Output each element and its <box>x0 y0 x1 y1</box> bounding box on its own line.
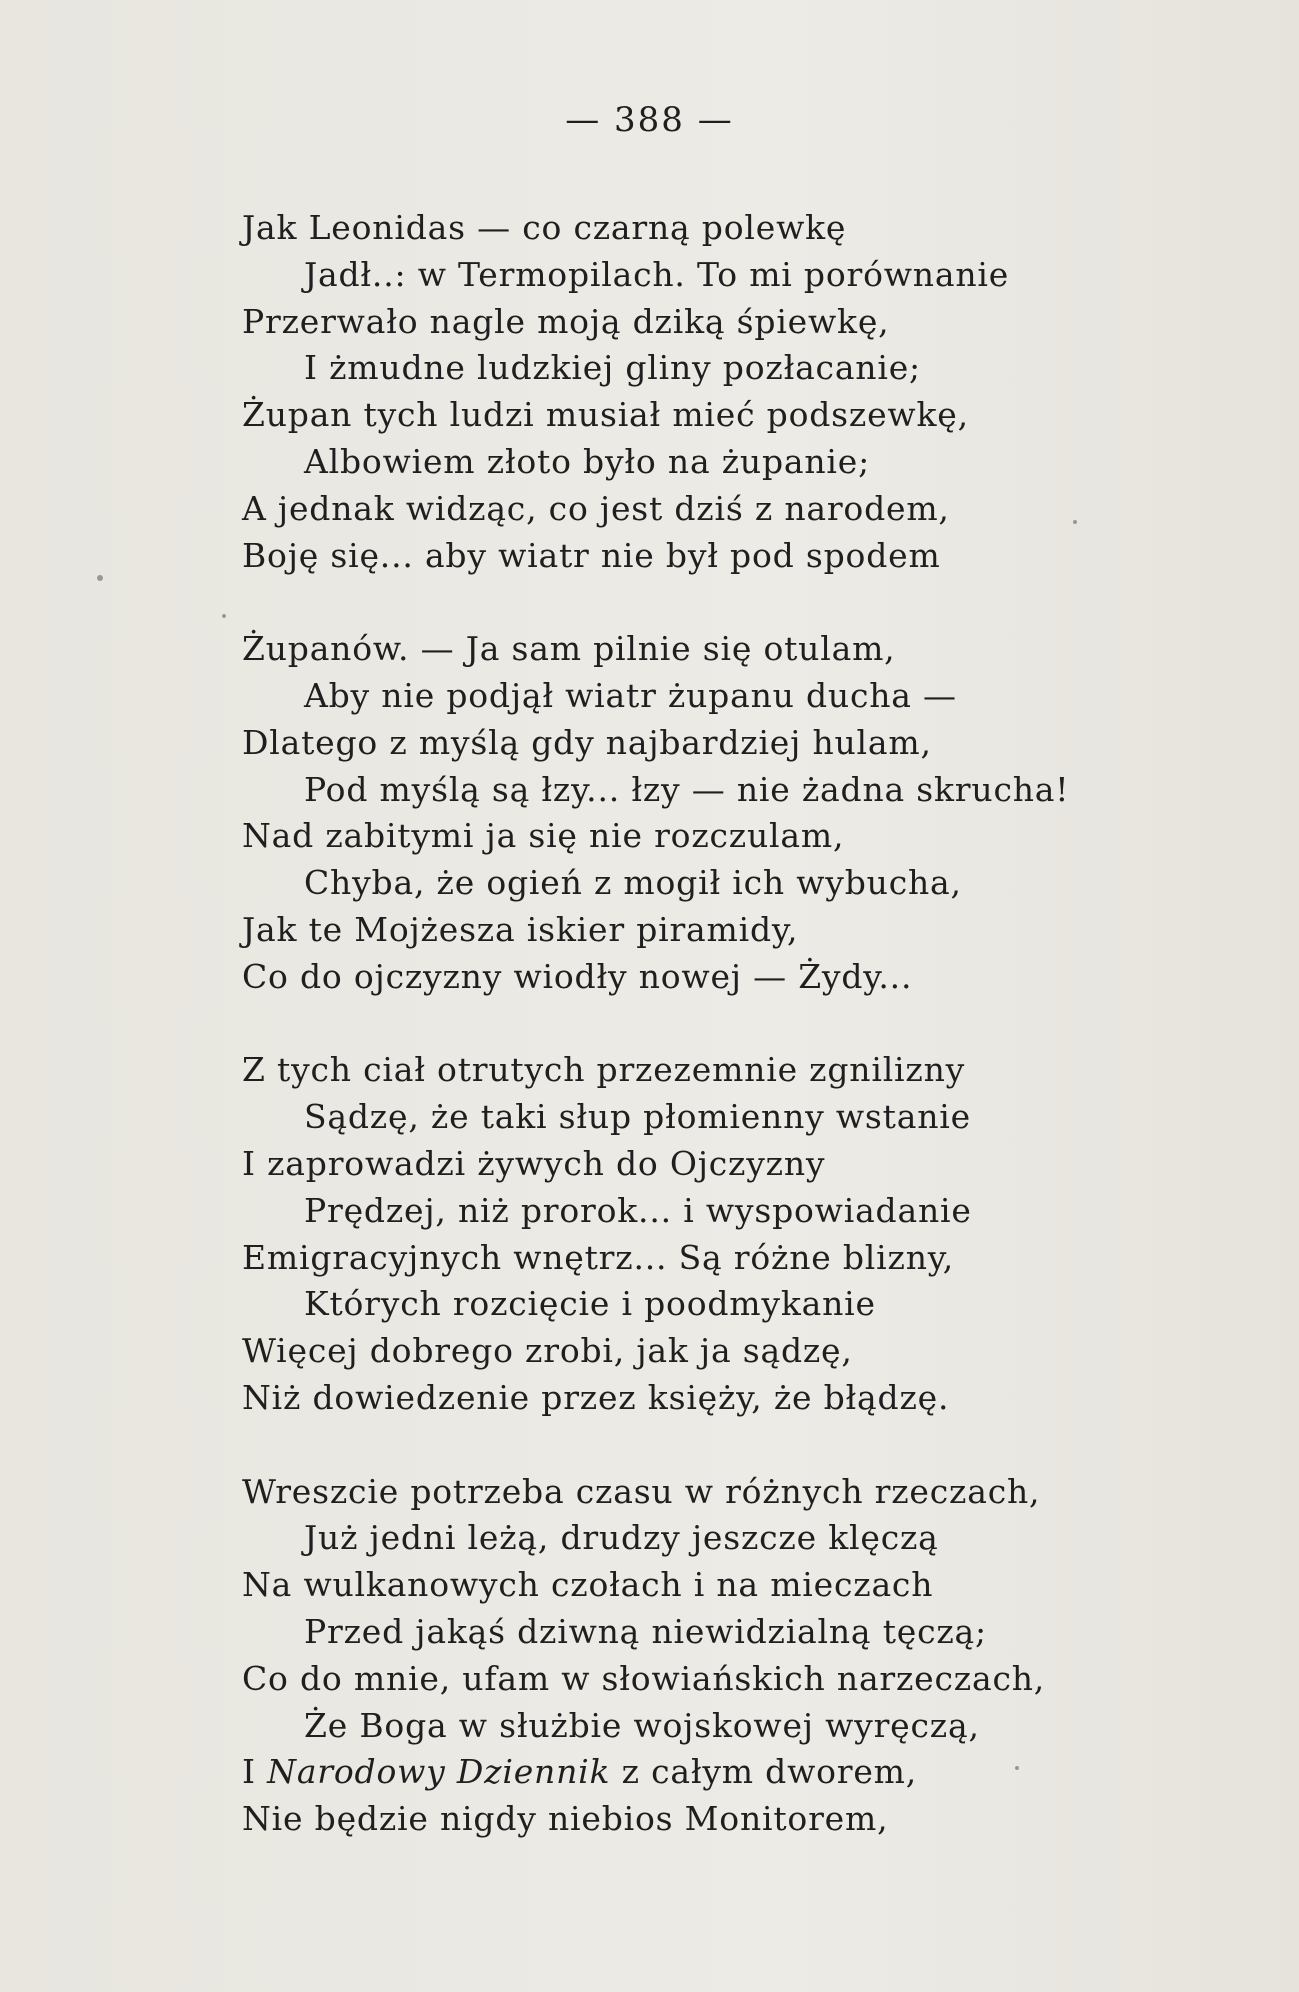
poem-line: Już jedni leżą, drudzy jeszcze klęczą <box>304 1518 939 1558</box>
italic-title: Narodowy Dziennik <box>267 1752 611 1792</box>
poem-line: I żmudne ludzkiej gliny pozłacanie; <box>304 348 921 388</box>
poem-line: Co do mnie, ufam w słowiańskich narzeczach, <box>242 1658 1046 1698</box>
poem-line: Wreszcie potrzeba czasu w różnych rzeczach, <box>242 1471 1041 1511</box>
stanza-1 <box>242 205 1162 579</box>
poem-line: Jak Leonidas — co czarną polewkę <box>242 208 847 247</box>
poem-line: Że Boga w służbie wojskowej wyręczą, <box>304 1705 980 1745</box>
paper-speck <box>1073 520 1077 524</box>
stanza-2 <box>242 626 1162 1000</box>
poem-line: Emigracyjnych wnętrz... Są różne blizny, <box>242 1237 955 1277</box>
poem-line: Żupan tych ludzi musiał mieć podszewkę, <box>242 395 969 435</box>
poem-line: Dlatego z myślą gdy najbardziej hulam, <box>242 722 932 762</box>
poem-line-suffix: z całym dworem, <box>610 1752 918 1792</box>
poem-line: Albowiem złoto było na żupanie; <box>304 441 870 481</box>
poem-line: Boję się... aby wiatr nie był pod spodem <box>242 535 941 575</box>
poem-line: Prędzej, niż prorok... i wyspowiadanie <box>304 1190 972 1230</box>
poem-line: Przed jakąś dziwną niewidzialną tęczą; <box>304 1611 987 1651</box>
poem-line: A jednak widząc, co jest dziś z narodem, <box>242 488 950 528</box>
poem-line: Nie będzie nigdy niebios Monitorem, <box>242 1799 889 1839</box>
page-number: — 388 — <box>565 100 734 140</box>
poem-line: Chyba, że ogień z mogił ich wybucha, <box>304 863 962 903</box>
poem-line: Nad zabitymi ja się nie rozczulam, <box>242 816 845 856</box>
poem-body <box>242 205 1162 1890</box>
stanza-3 <box>242 1047 1162 1421</box>
poem-line: Przerwało nagle moją dziką śpiewkę, <box>242 301 890 341</box>
paper-speck <box>1015 1766 1019 1770</box>
poem-line: Na wulkanowych czołach i na mieczach <box>242 1565 934 1605</box>
stanza-4 <box>242 1469 1162 1843</box>
paper-speck <box>97 575 103 581</box>
poem-line: Aby nie podjął wiatr żupanu ducha — <box>304 675 957 715</box>
poem-line: Żupanów. — Ja sam pilnie się otulam, <box>242 629 896 669</box>
poem-line-prefix: I <box>242 1752 268 1792</box>
poem-line <box>242 1749 1162 1796</box>
poem-line: Więcej dobrego zrobi, jak ja sądzę, <box>242 1331 853 1371</box>
poem-line: Niż dowiedzenie przez księży, że błądzę. <box>242 1377 950 1417</box>
poem-line: Pod myślą są łzy... łzy — nie żadna skrucha! <box>304 769 1070 809</box>
poem-line: Sądzę, że taki słup płomienny wstanie <box>304 1097 971 1137</box>
paper-speck <box>222 614 226 618</box>
poem-line: Co do ojczyzny wiodły nowej — Żydy... <box>242 956 913 996</box>
poem-line: Jak te Mojżesza iskier piramidy, <box>242 909 799 949</box>
poem-line: Których rozcięcie i poodmykanie <box>304 1284 876 1324</box>
poem-line: Jadł..: w Termopilach. To mi porównanie <box>304 254 1010 294</box>
poem-line: Z tych ciał otrutych przezemnie zgnilizny <box>242 1050 966 1090</box>
poem-line: I zaprowadzi żywych do Ojczyzny <box>242 1143 826 1183</box>
